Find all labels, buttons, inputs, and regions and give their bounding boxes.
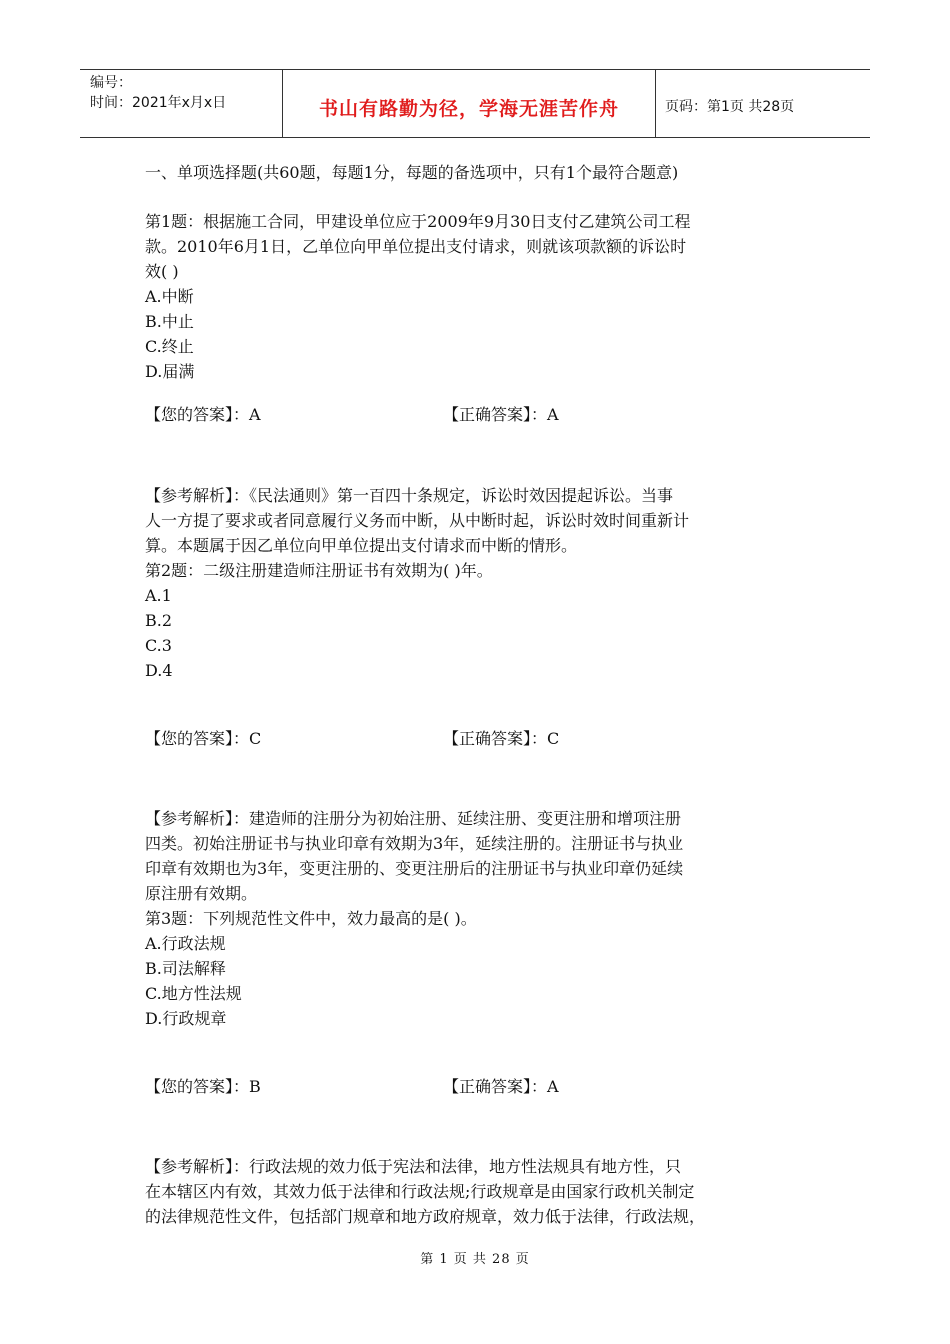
- header-meta-cell: [80, 70, 282, 137]
- question-1-your-answer: 【您的答案】：A: [145, 405, 261, 424]
- question-3-correct-answer: 【正确答案】：A: [443, 1077, 559, 1096]
- question-1-analysis-line-3: 算。本题属于因乙单位向甲单位提出支付请求而中断的情形。: [145, 536, 578, 555]
- question-3-your-answer: 【您的答案】：B: [145, 1077, 261, 1096]
- header-page-cell: [655, 70, 870, 137]
- question-2-analysis-line-2: 四类。初始注册证书与执业印章有效期为3年，延续注册的。注册证书与执业: [145, 834, 684, 853]
- page-footer: 第 1 页 共 28 页: [420, 1252, 530, 1267]
- question-2-analysis-line-1: 【参考解析】：建造师的注册分为初始注册、延续注册、变更注册和增项注册: [145, 809, 682, 828]
- question-3-option-a: A.行政法规: [145, 934, 226, 953]
- question-2-option-c: C.3: [145, 636, 172, 655]
- question-3-line-1: 第3题：下列规范性文件中，效力最高的是( )。: [145, 909, 477, 928]
- question-2-option-d: D.4: [145, 661, 173, 680]
- question-3-option-d: D.行政规章: [145, 1009, 227, 1028]
- question-2-your-answer: 【您的答案】：C: [145, 729, 262, 748]
- question-1-analysis-line-1: 【参考解析】：《民法通则》第一百四十条规定，诉讼时效因提起诉讼。当事: [145, 486, 674, 505]
- question-3-analysis-line-1: 【参考解析】：行政法规的效力低于宪法和法律，地方性法规具有地方性，只: [145, 1157, 682, 1176]
- section-title: 一、单项选择题(共60题，每题1分，每题的备选项中，只有1个最符合题意): [145, 163, 679, 182]
- document-date-label: 时间：2021年x月x日: [90, 95, 227, 111]
- document-number-label: 编号：: [90, 75, 132, 91]
- question-2-line-1: 第2题：二级注册建造师注册证书有效期为( )年。: [145, 561, 493, 580]
- question-1-line-2: 款。2010年6月1日，乙单位向甲单位提出支付请求，则就该项款额的诉讼时: [145, 237, 687, 256]
- question-2-analysis-line-4: 原注册有效期。: [145, 884, 258, 903]
- question-3-option-b: B.司法解释: [145, 959, 226, 978]
- question-2-option-a: A.1: [145, 586, 172, 605]
- header-page-info: 页码：第1页 共28页: [665, 99, 795, 115]
- question-1-analysis-line-2: 人一方提了要求或者同意履行义务而中断，从中断时起，诉讼时效时间重新计: [145, 511, 690, 530]
- header-motto-cell: [282, 70, 656, 137]
- question-1-option-c: C.终止: [145, 337, 194, 356]
- question-1-line-1: 第1题：根据施工合同，甲建设单位应于2009年9月30日支付乙建筑公司工程: [145, 212, 691, 231]
- question-1-line-3: 效( ): [145, 262, 179, 281]
- question-2-correct-answer: 【正确答案】：C: [443, 729, 560, 748]
- document-header: [80, 69, 870, 138]
- question-3-option-c: C.地方性法规: [145, 984, 242, 1003]
- question-1-option-d: D.届满: [145, 362, 195, 381]
- question-3-analysis-line-3: 的法律规范性文件，包括部门规章和地方政府规章，效力低于法律，行政法规，: [145, 1207, 706, 1226]
- question-2-analysis-line-3: 印章有效期也为3年，变更注册的、变更注册后的注册证书与执业印章仍延续: [145, 859, 684, 878]
- question-1-option-b: B.中止: [145, 312, 194, 331]
- question-3-analysis-line-2: 在本辖区内有效，其效力低于法律和行政法规;行政规章是由国家行政机关制定: [145, 1182, 695, 1201]
- question-2-option-b: B.2: [145, 611, 173, 630]
- question-1-option-a: A.中断: [145, 287, 194, 306]
- header-motto: 书山有路勤为径，学海无涯苦作舟: [318, 98, 619, 120]
- question-1-correct-answer: 【正确答案】：A: [443, 405, 559, 424]
